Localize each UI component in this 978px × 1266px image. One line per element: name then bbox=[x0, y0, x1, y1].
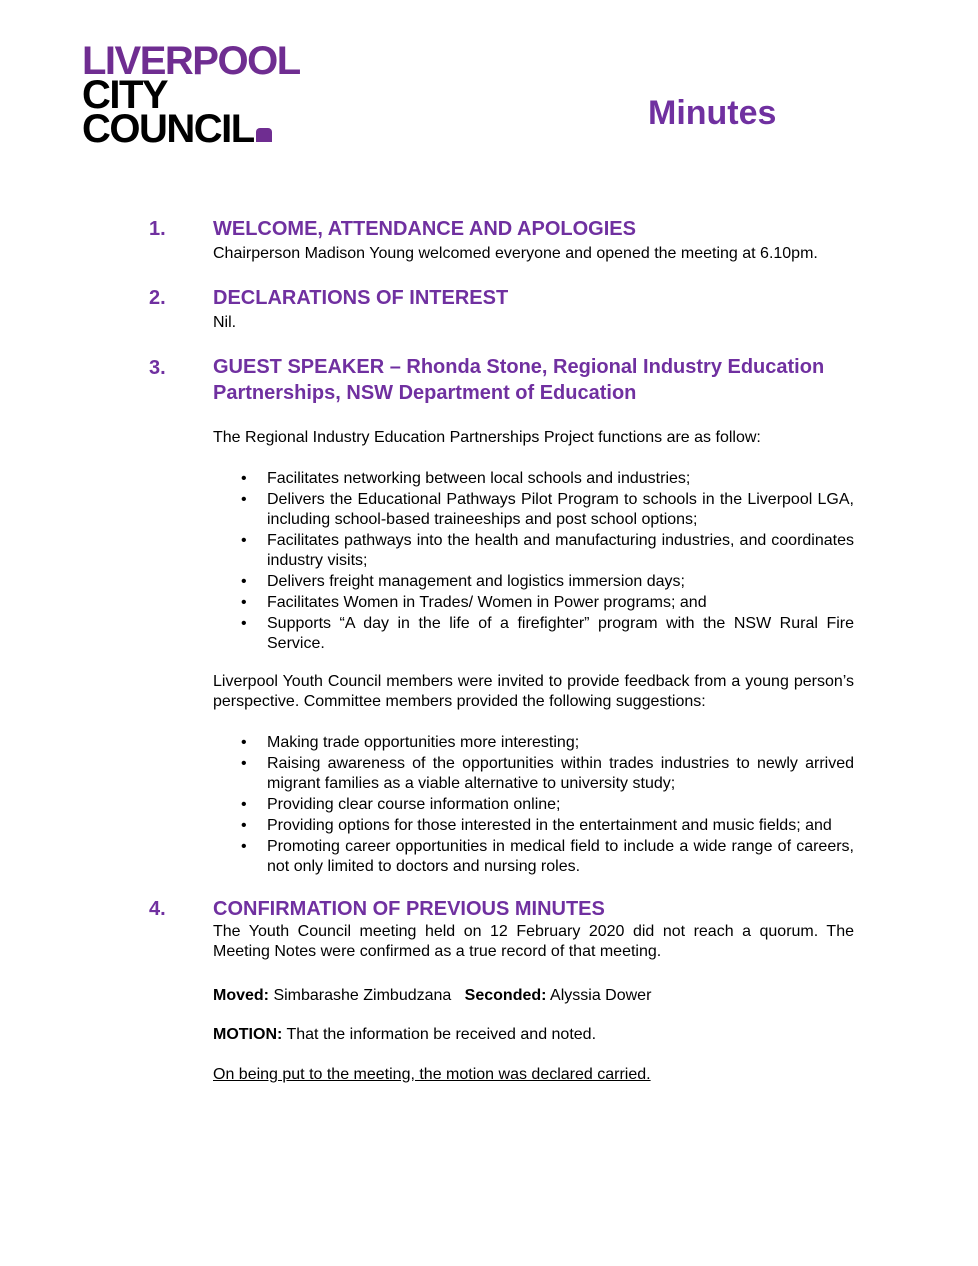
list-item-text: Promoting career opportunities in medical field to include a wide range of careers, not only limited to doctors and nursing roles. bbox=[267, 838, 854, 875]
motion-result: On being put to the meeting, the motion was declared carried. bbox=[213, 1066, 651, 1083]
moved-name: Simbarashe Zimbudzana bbox=[273, 987, 452, 1004]
bullet-icon: • bbox=[241, 470, 247, 487]
suggestions-list bbox=[213, 733, 854, 878]
motion-line bbox=[213, 1025, 854, 1045]
document-title: Minutes bbox=[648, 94, 777, 132]
list-item-text: Delivers freight management and logistics immersion days; bbox=[267, 573, 685, 590]
list-item-text: Delivers the Educational Pathways Pilot Program to schools in the Liverpool LGA, including school-based traineeships and post school options; bbox=[267, 491, 854, 528]
section-4-number: 4. bbox=[149, 898, 166, 920]
section-1-title: WELCOME, ATTENDANCE AND APOLOGIES bbox=[213, 218, 636, 240]
list-item-text: Raising awareness of the opportunities within trades industries to newly arrived migrant families as a viable alternative to university study; bbox=[267, 755, 854, 792]
list-item bbox=[213, 795, 854, 815]
functions-list bbox=[213, 469, 854, 655]
list-item bbox=[213, 572, 854, 592]
list-item-text: Providing options for those interested in the entertainment and music fields; and bbox=[267, 817, 832, 834]
bullet-icon: • bbox=[241, 817, 247, 834]
bullet-icon: • bbox=[241, 615, 247, 632]
section-1-text: Chairperson Madison Young welcomed everyone and opened the meeting at 6.10pm. bbox=[213, 245, 818, 262]
section-2-text: Nil. bbox=[213, 314, 237, 331]
list-item bbox=[213, 469, 854, 489]
list-item-text: Supports “A day in the life of a firefighter” program with the NSW Rural Fire Service. bbox=[267, 615, 854, 652]
list-item bbox=[213, 733, 854, 753]
list-item bbox=[213, 816, 854, 836]
logo-line-2: CITY bbox=[82, 73, 168, 117]
section-1-number: 1. bbox=[149, 218, 166, 240]
list-item-text: Facilitates Women in Trades/ Women in Power programs; and bbox=[267, 594, 707, 611]
section-3-title: GUEST SPEAKER – Rhonda Stone, Regional Industry Education Partnerships, NSW Department of Education bbox=[213, 356, 825, 404]
seconded-name: Alyssia Dower bbox=[550, 987, 652, 1004]
bullet-icon: • bbox=[241, 796, 247, 813]
section-3-intro: The Regional Industry Education Partnerships Project functions are as follow: bbox=[213, 429, 761, 446]
motion-text: That the information be received and noted. bbox=[286, 1026, 597, 1043]
bullet-icon: • bbox=[241, 491, 247, 508]
council-logo bbox=[82, 39, 300, 151]
section-2-title: DECLARATIONS OF INTEREST bbox=[213, 287, 509, 309]
list-item bbox=[213, 593, 854, 613]
list-item bbox=[213, 614, 854, 654]
section-4-title: CONFIRMATION OF PREVIOUS MINUTES bbox=[213, 898, 605, 920]
list-item-text: Facilitates networking between local schools and industries; bbox=[267, 470, 691, 487]
section-3-feedback-intro: Liverpool Youth Council members were invited to provide feedback from a young person’s perspective. Committee members provided the following suggestions: bbox=[213, 673, 854, 710]
list-item-text: Making trade opportunities more interesting; bbox=[267, 734, 580, 751]
logo-line-3-text: COUNCIL bbox=[82, 107, 254, 151]
bullet-icon: • bbox=[241, 838, 247, 855]
list-item-text: Facilitates pathways into the health and manufacturing industries, and coordinates industry visits; bbox=[267, 532, 854, 569]
moved-seconded-line bbox=[213, 986, 854, 1006]
seconded-label: Seconded: bbox=[464, 987, 547, 1004]
list-item-text: Providing clear course information online; bbox=[267, 796, 561, 813]
list-item bbox=[213, 531, 854, 571]
bullet-icon: • bbox=[241, 755, 247, 772]
section-4-text: The Youth Council meeting held on 12 February 2020 did not reach a quorum. The Meeting Notes were confirmed as a true record of that meeting. bbox=[213, 923, 854, 960]
logo-mark-icon bbox=[256, 128, 272, 142]
logo-line-3 bbox=[82, 107, 300, 151]
bullet-icon: • bbox=[241, 734, 247, 751]
bullet-icon: • bbox=[241, 532, 247, 549]
bullet-icon: • bbox=[241, 594, 247, 611]
list-item bbox=[213, 490, 854, 530]
section-3-number: 3. bbox=[149, 357, 166, 379]
moved-label: Moved: bbox=[213, 987, 269, 1004]
list-item bbox=[213, 754, 854, 794]
section-2-number: 2. bbox=[149, 287, 166, 309]
motion-label: MOTION: bbox=[213, 1026, 283, 1043]
bullet-icon: • bbox=[241, 573, 247, 590]
list-item bbox=[213, 837, 854, 877]
logo-line-1: LIVERPOOL bbox=[82, 39, 300, 83]
